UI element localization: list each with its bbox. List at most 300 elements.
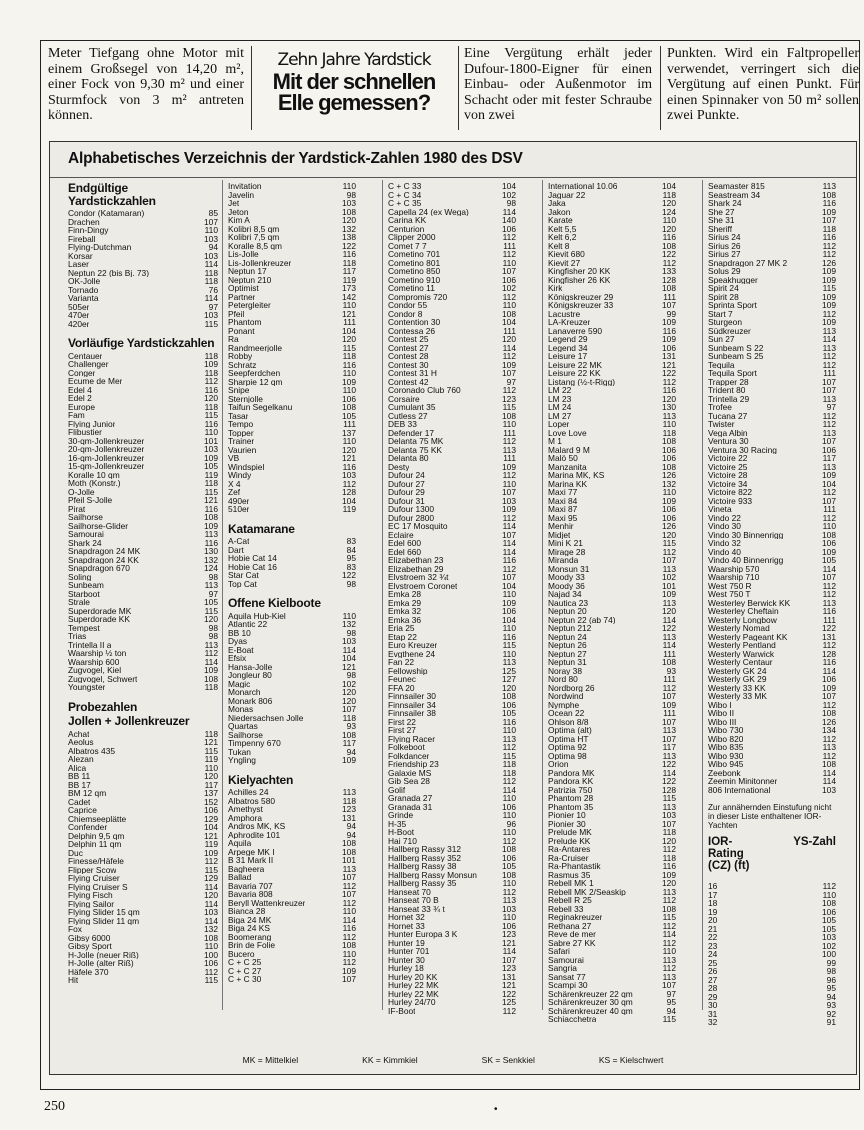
boat-class-name: Prelude KK: [548, 836, 591, 845]
boat-class-name: Häfele 370: [68, 967, 109, 976]
yardstick-value: 106: [662, 454, 676, 463]
yardstick-value: 112: [342, 932, 356, 941]
yardstick-value: 173: [342, 284, 356, 293]
boat-class-name: Beryll Wattenkreuzer: [228, 898, 306, 907]
boat-class-name: Neptun 27: [548, 649, 587, 658]
boat-class-name: Soling: [68, 572, 92, 581]
yardstick-value: 114: [502, 343, 516, 352]
boat-class-name: Westerly GK 24: [708, 666, 767, 675]
boat-class-name: Malard 9 M: [548, 445, 590, 454]
table-row: [708, 403, 836, 412]
table-row: [708, 250, 836, 259]
table-row: [708, 1001, 836, 1010]
boat-class-name: Victoire 22: [708, 454, 748, 463]
table-row: [708, 786, 836, 795]
yardstick-value: 95: [346, 554, 356, 563]
yardstick-value: 117: [342, 739, 356, 748]
yardstick-value: 128: [342, 488, 356, 497]
boat-class-name: Trainer: [228, 437, 255, 446]
yardstick-value: 126: [822, 717, 836, 726]
table-row: [68, 641, 218, 650]
table-row: [388, 522, 516, 531]
yardstick-value: 112: [822, 882, 836, 891]
yardstick-value: 113: [662, 564, 676, 573]
table-row: [548, 301, 676, 310]
boat-class-name: Nordwind: [548, 692, 584, 701]
yardstick-value: 115: [502, 403, 516, 412]
yardstick-value: 107: [662, 734, 676, 743]
table-row: [68, 976, 218, 985]
boat-class-name: Condor 55: [388, 301, 428, 310]
yardstick-value: 121: [662, 360, 676, 369]
yardstick-value: 116: [502, 632, 516, 641]
table-row: [68, 209, 218, 218]
boat-class-name: H-Jolle (neuer Riß): [68, 950, 139, 959]
boat-class-name: Dufour 2800: [388, 513, 435, 522]
boat-class-name: Moody 33: [548, 573, 585, 582]
boat-class-name: Schärenkreuzer 30 qm: [548, 998, 633, 1007]
table-row: [68, 755, 218, 764]
yardstick-value: 102: [342, 679, 356, 688]
table-row: [548, 743, 676, 752]
table-row: [68, 573, 218, 582]
boat-class-name: Rethana 27: [548, 921, 592, 930]
boat-class-name: Jongleur 80: [228, 671, 272, 680]
yardstick-value: 112: [822, 241, 836, 250]
boat-class-name: Tempo: [228, 420, 254, 429]
table-row: [548, 352, 676, 361]
yardstick-value: 121: [204, 738, 218, 747]
table-row: [388, 250, 516, 259]
yardstick-value: 119: [342, 505, 356, 514]
table-row: [228, 629, 356, 638]
yardstick-value: 121: [502, 981, 516, 990]
yardstick-value: 114: [662, 615, 676, 624]
table-row: [388, 531, 516, 540]
table-row: [708, 284, 836, 293]
yardstick-value: 108: [662, 658, 676, 667]
boat-class-name: Hallberg Rassy Monsun: [388, 870, 477, 879]
table-row: [388, 905, 516, 914]
boat-class-name: Flying Junior: [68, 419, 116, 428]
yardstick-value: 107: [502, 530, 516, 539]
table-row: [228, 471, 356, 480]
yardstick-value: 113: [502, 896, 516, 905]
yardstick-value: 92: [826, 1009, 836, 1018]
boat-class-name: Neptun 212: [548, 624, 592, 633]
table-row: [228, 361, 356, 370]
boat-class-name: Sternjolle: [228, 394, 263, 403]
boat-class-name: Edel 600: [388, 539, 422, 548]
yardstick-value: 107: [662, 301, 676, 310]
table-row: [388, 871, 516, 880]
table-column-4: [548, 182, 676, 1024]
yardstick-value: 128: [662, 275, 676, 284]
yardstick-value: 116: [662, 233, 676, 242]
yardstick-value: 112: [502, 887, 516, 896]
yardstick-value: 110: [204, 428, 218, 437]
table-row: [708, 582, 836, 591]
table-row: [68, 874, 218, 883]
article-title-block: [254, 46, 454, 132]
boat-class-name: Pfeil: [228, 309, 245, 318]
yardstick-value: 115: [662, 794, 676, 803]
boat-class-name: Atlantic 22: [228, 620, 268, 629]
yardstick-value: 118: [204, 277, 218, 286]
yardstick-value: 113: [822, 326, 836, 335]
yardstick-value: 122: [662, 250, 676, 259]
boat-class-name: C + C 25: [228, 958, 262, 967]
table-row: [548, 871, 676, 880]
yardstick-value: 122: [822, 624, 836, 633]
table-row: [228, 873, 356, 882]
table-row: [68, 303, 218, 312]
yardstick-value: 105: [822, 924, 836, 933]
boat-class-name: Maxi 84: [548, 496, 578, 505]
boat-class-name: Laser: [68, 260, 89, 269]
table-row: [228, 267, 356, 276]
table-row: [708, 378, 836, 387]
boat-class-name: Windy: [228, 471, 252, 480]
yardstick-value: 116: [342, 462, 356, 471]
yardstick-value: 120: [204, 615, 218, 624]
table-row: [548, 701, 676, 710]
table-row: [548, 293, 676, 302]
boat-class-name: Duc: [68, 848, 83, 857]
table-row: [708, 959, 836, 968]
boat-class-name: B 31 Mark II: [228, 856, 274, 865]
yardstick-value: 106: [342, 394, 356, 403]
table-row: [68, 772, 218, 781]
yardstick-value: 112: [822, 250, 836, 259]
yardstick-value: 106: [822, 445, 836, 454]
boat-class-name: Edel 660: [388, 547, 422, 556]
table-row: [228, 344, 356, 353]
boat-class-name: Malö 50: [548, 454, 578, 463]
yardstick-value: 115: [204, 865, 218, 874]
yardstick-value: 93: [346, 722, 356, 731]
yardstick-value: 112: [204, 649, 218, 658]
yardstick-value: 111: [343, 318, 356, 327]
yardstick-value: 112: [822, 360, 836, 369]
boat-class-name: Flying Sailor: [68, 899, 115, 908]
table-row: [548, 641, 676, 650]
yardstick-value: 96: [506, 819, 516, 828]
boat-class-name: Kingfisher 26 KK: [548, 275, 611, 284]
table-row: [68, 840, 218, 849]
table-row: [388, 777, 516, 786]
boat-class-name: Rebell R 25: [548, 896, 592, 905]
table-row: [228, 454, 356, 463]
table-row: [708, 437, 836, 446]
boat-class-name: 27: [708, 975, 718, 984]
yardstick-value: 113: [502, 734, 516, 743]
yardstick-value: 109: [822, 292, 836, 301]
table-row: [228, 831, 356, 840]
boat-class-name: Edel 2: [68, 394, 92, 403]
table-row: [548, 446, 676, 455]
boat-class-name: Comet 7 7: [388, 241, 427, 250]
yardstick-value: 108: [662, 241, 676, 250]
yardstick-value: 107: [822, 386, 836, 395]
boat-class-name: Shark 24: [68, 538, 102, 547]
table-row: [708, 446, 836, 455]
table-row: [228, 429, 356, 438]
yardstick-value: 120: [502, 683, 516, 692]
boat-class-name: Aquila Hub-Kiel: [228, 611, 286, 620]
table-row: [228, 335, 356, 344]
yardstick-value: 112: [662, 845, 676, 854]
boat-class-name: Zugvogel, Schwert: [68, 674, 138, 683]
boat-class-name: Grinde: [388, 811, 414, 820]
yardstick-value: 115: [662, 913, 676, 922]
boat-class-name: Nautica 23: [548, 598, 589, 607]
yardstick-value: 119: [342, 275, 356, 284]
yardstick-value: 122: [502, 989, 516, 998]
table-row: [388, 437, 516, 446]
boat-class-name: Fox: [68, 925, 82, 934]
boat-class-name: Sunbeam: [68, 581, 104, 590]
table-row: [388, 471, 516, 480]
yardstick-value: 118: [662, 828, 676, 837]
boat-class-name: Etap 22: [388, 632, 417, 641]
table-row: [228, 646, 356, 655]
boat-class-name: Start 7: [708, 309, 733, 318]
table-row: [68, 394, 218, 403]
table-row: [228, 848, 356, 857]
boat-class-name: LM 24: [548, 403, 572, 412]
boat-class-name: Schratz: [228, 360, 257, 369]
boat-class-name: Caprice: [68, 806, 97, 815]
boat-class-name: Lacustre: [548, 309, 581, 318]
table-row: [228, 654, 356, 663]
yardstick-value: 115: [204, 411, 218, 420]
table-row: [68, 908, 218, 917]
yardstick-value: 132: [342, 224, 356, 233]
section-heading: Jollen + Jollenkreuzer: [68, 714, 190, 728]
boat-class-name: Biga 24 MK: [228, 915, 272, 924]
boat-class-name: Sheriff: [708, 224, 733, 233]
yardstick-value: 113: [662, 632, 676, 641]
yardstick-value: 106: [502, 921, 516, 930]
table-row: [548, 658, 676, 667]
table-row: [548, 845, 676, 854]
yardstick-value: 100: [204, 950, 218, 959]
boat-class-name: Neptun 210: [228, 275, 272, 284]
yardstick-value: 112: [502, 743, 516, 752]
table-row: [708, 976, 836, 985]
boat-class-name: Robby: [228, 352, 253, 361]
boat-class-name: Sturgeon: [708, 318, 742, 327]
yardstick-value: 118: [502, 768, 516, 777]
yardstick-value: 103: [204, 445, 218, 454]
boat-class-name: Cadet: [68, 797, 91, 806]
boat-class-name: Westerly Pentland: [708, 641, 776, 650]
table-row: [388, 318, 516, 327]
boat-class-name: Contest 28: [388, 352, 429, 361]
yardstick-value: 120: [204, 394, 218, 403]
yardstick-value: 102: [662, 573, 676, 582]
yardstick-value: 142: [342, 292, 356, 301]
boat-class-name: Hurley 22 MK: [388, 981, 439, 990]
boat-class-name: Trintella II a: [68, 640, 112, 649]
yardstick-value: 132: [204, 925, 218, 934]
boat-class-name: 490er: [228, 496, 250, 505]
boat-class-name: Coronado Club 760: [388, 386, 461, 395]
yardstick-value: 105: [502, 862, 516, 871]
table-row: [388, 633, 516, 642]
yardstick-value: 113: [502, 658, 516, 667]
boat-class-name: Hansa-Jolle: [228, 662, 273, 671]
boat-class-name: Ra-Antares: [548, 845, 591, 854]
table-row: [388, 641, 516, 650]
boat-class-name: Vindo 40: [708, 547, 741, 556]
boat-class-name: Rasmus 35: [548, 870, 591, 879]
yardstick-table: [49, 141, 857, 1075]
yardstick-value: 114: [204, 657, 218, 666]
yardstick-value: 110: [342, 182, 356, 191]
yardstick-value: 125: [502, 666, 516, 675]
table-row: [388, 199, 516, 208]
table-row: [68, 547, 218, 556]
boat-class-name: 30: [708, 1001, 718, 1010]
table-row: [548, 284, 676, 293]
table-row: [68, 320, 218, 329]
table-row: [228, 216, 356, 225]
table-row: [548, 820, 676, 829]
boat-class-name: Flying Slider 15 qm: [68, 908, 140, 917]
boat-class-name: Hurley 20 KK: [388, 972, 438, 981]
table-row: [228, 890, 356, 899]
table-row: [388, 259, 516, 268]
yardstick-value: 108: [822, 190, 836, 199]
table-row: [708, 208, 836, 217]
table-row: [228, 805, 356, 814]
yardstick-value: 112: [342, 958, 356, 967]
table-row: [68, 789, 218, 798]
yardstick-value: 132: [204, 555, 218, 564]
boat-class-name: She 27: [708, 207, 735, 216]
boat-class-name: Biga 24 KS: [228, 924, 270, 933]
boat-class-name: Delanta 75 KK: [388, 445, 443, 454]
table-row: [68, 386, 218, 395]
boat-class-name: Waarship 570: [708, 564, 760, 573]
table-row: [228, 437, 356, 446]
table-row: [548, 531, 676, 540]
boat-class-name: Hunter Europa 3 K: [388, 930, 458, 939]
boat-class-name: Twister: [708, 420, 735, 429]
yardstick-value: 118: [662, 190, 676, 199]
yardstick-value: 102: [502, 284, 516, 293]
boat-class-name: Amethyst: [228, 805, 263, 814]
boat-class-name: Ra-Phantastik: [548, 862, 601, 871]
yardstick-value: 104: [342, 654, 356, 663]
boat-class-name: Mirage 28: [548, 547, 586, 556]
yardstick-value: 120: [502, 335, 516, 344]
yardstick-value: 116: [204, 538, 218, 547]
table-row: [388, 582, 516, 591]
table-row: [388, 446, 516, 455]
yardstick-value: 114: [502, 785, 516, 794]
boat-class-name: Victoire 822: [708, 488, 753, 497]
table-row: [228, 293, 356, 302]
yardstick-value: 115: [502, 751, 516, 760]
yardstick-value: 111: [503, 326, 516, 335]
table-row: [548, 335, 676, 344]
yardstick-value: 113: [502, 445, 516, 454]
yardstick-value: 114: [204, 916, 218, 925]
table-row: [388, 879, 516, 888]
table-row: [68, 607, 218, 616]
yardstick-value: 103: [342, 199, 356, 208]
table-row: [548, 259, 676, 268]
yardstick-value: 110: [342, 369, 356, 378]
yardstick-value: 117: [204, 780, 218, 789]
abbreviation-legend: [50, 1055, 856, 1065]
yardstick-value: 107: [662, 556, 676, 565]
boat-class-name: Westerly Centaur: [708, 658, 773, 667]
yardstick-value: 131: [662, 352, 676, 361]
table-row: [708, 633, 836, 642]
table-row: [228, 386, 356, 395]
boat-class-name: Ocean 22: [548, 709, 585, 718]
boat-class-name: Westerly 33 MK: [708, 692, 767, 701]
yardstick-value: 99: [666, 309, 676, 318]
yardstick-value: 106: [502, 607, 516, 616]
table-row: [548, 412, 676, 421]
boat-class-name: Europe: [68, 402, 96, 411]
table-row: [68, 505, 218, 514]
yardstick-value: 107: [502, 369, 516, 378]
yardstick-value: 110: [502, 258, 516, 267]
yardstick-value: 120: [662, 199, 676, 208]
yardstick-value: 106: [662, 343, 676, 352]
yardstick-value: 108: [342, 941, 356, 950]
table-row: [68, 369, 218, 378]
table-row: [708, 361, 836, 370]
yardstick-value: 107: [502, 488, 516, 497]
table-row: [388, 964, 516, 973]
yardstick-value: 101: [342, 856, 356, 865]
table-row: [228, 259, 356, 268]
yardstick-value: 114: [204, 882, 218, 891]
yardstick-value: 122: [342, 241, 356, 250]
table-row: [548, 998, 676, 1007]
table-row: [388, 420, 516, 429]
yardstick-value: 118: [342, 258, 356, 267]
yardstick-value: 113: [662, 972, 676, 981]
table-row: [228, 310, 356, 319]
table-row: [68, 445, 218, 454]
table-row: [68, 925, 218, 934]
table-row: [708, 769, 836, 778]
yardstick-value: 94: [346, 822, 356, 831]
table-row: [708, 692, 836, 701]
table-row: [708, 395, 836, 404]
yardstick-value: 93: [666, 666, 676, 675]
intro-text-col1: Meter Tiefgang ohne Motor mit einem Großsegel von 14,20 m², einer Fock von 9,30 m² und einer Sturmfock von 3 m² antreten können.: [48, 46, 244, 124]
intro-text-col3: Eine Vergütung erhält jeder Dufour-1800-Eigner für einen Einbau- oder Außenmotor im Schacht oder mit fester Schraube von zwei: [464, 46, 652, 124]
yardstick-value: 112: [662, 938, 676, 947]
yardstick-value: 112: [502, 437, 516, 446]
table-row: [548, 888, 676, 897]
boat-class-name: Najad 34: [548, 590, 582, 599]
table-row: [388, 267, 516, 276]
yardstick-value: 119: [204, 755, 218, 764]
boat-class-name: Kelt 6,2: [548, 233, 577, 242]
yardstick-value: 114: [204, 294, 218, 303]
table-row: [548, 667, 676, 676]
